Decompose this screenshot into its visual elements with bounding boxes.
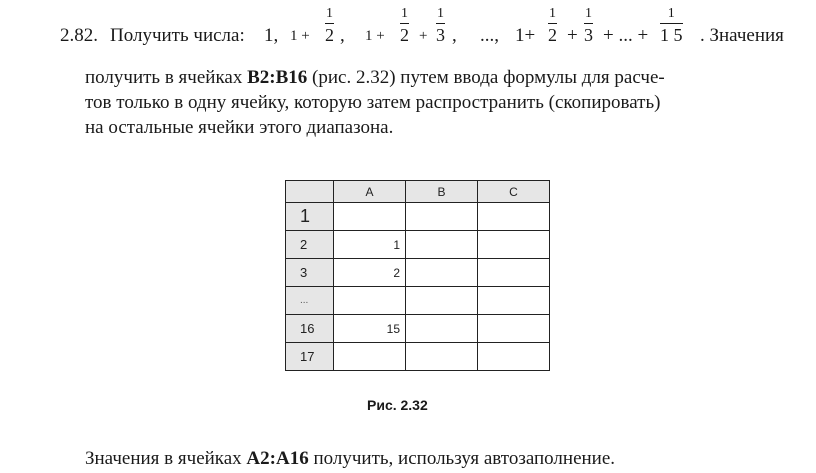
task-number: 2.82. [60, 25, 98, 46]
fraction-1-3: 1 3 [436, 6, 445, 45]
column-header-b: B [406, 181, 478, 203]
table-row [286, 287, 550, 315]
range-a2-a16: A2:A16 [246, 448, 309, 469]
fraction-1-15: 1 1 5 [660, 6, 683, 45]
table-row [286, 315, 550, 343]
fraction-1-3: 1 3 [584, 6, 593, 45]
table-row [286, 231, 550, 259]
task-line-4: на остальные ячейки этого диапазона. [85, 117, 394, 138]
fraction-1-2: 1 2 [548, 6, 557, 45]
cell-a17 [334, 343, 406, 371]
range-b2-b16: B2:B16 [247, 67, 308, 88]
footer-text: Значения в ячейках A2:A16 получить, используя автозаполнение. [85, 448, 616, 469]
figure-caption: Рис. 2.32 [367, 397, 428, 413]
row-header: 17 [286, 343, 334, 371]
fraction-1-2: 1 2 [325, 6, 334, 45]
table-row [286, 343, 550, 371]
cell-b3 [406, 259, 478, 287]
term-one: 1, [264, 25, 279, 46]
task-line-3: тов только в одну ячейку, которую затем распространить (скопировать) [85, 92, 661, 113]
fraction-1-2: 1 2 [400, 6, 409, 45]
column-header-row [286, 181, 550, 203]
table-row [286, 203, 550, 231]
cell-c2 [478, 231, 550, 259]
cell-b1 [406, 203, 478, 231]
cell-b2 [406, 231, 478, 259]
term1-prefix: 1 + [290, 28, 310, 44]
table-row [286, 259, 550, 287]
term2-prefix: 1 + [365, 28, 385, 44]
spreadsheet-table [285, 180, 550, 371]
cell-c-ellipsis [478, 287, 550, 315]
term3-prefix: 1+ [515, 25, 536, 46]
cell-c16 [478, 315, 550, 343]
cell-c1 [478, 203, 550, 231]
cell-b-ellipsis [406, 287, 478, 315]
ellipsis: ..., [480, 25, 499, 46]
row-header: 3 [286, 259, 334, 287]
cell-c3 [478, 259, 550, 287]
row-header: ... [286, 287, 334, 315]
cell-a-ellipsis [334, 287, 406, 315]
cell-a2: 1 [334, 231, 406, 259]
task-line-2: получить в ячейках B2:B16 (рис. 2.32) путем ввода формулы для расче- [85, 67, 665, 88]
cell-a16: 15 [334, 315, 406, 343]
cell-c17 [478, 343, 550, 371]
corner-cell [286, 181, 334, 203]
task-intro: Получить числа: [110, 25, 245, 46]
cell-b17 [406, 343, 478, 371]
column-header-c: C [478, 181, 550, 203]
cell-a3: 2 [334, 259, 406, 287]
column-header-a: A [334, 181, 406, 203]
row-header: 2 [286, 231, 334, 259]
cell-a1 [334, 203, 406, 231]
row-header: 16 [286, 315, 334, 343]
row-header: 1 [286, 203, 334, 231]
term3-tail: . Значения [700, 25, 784, 46]
cell-b16 [406, 315, 478, 343]
